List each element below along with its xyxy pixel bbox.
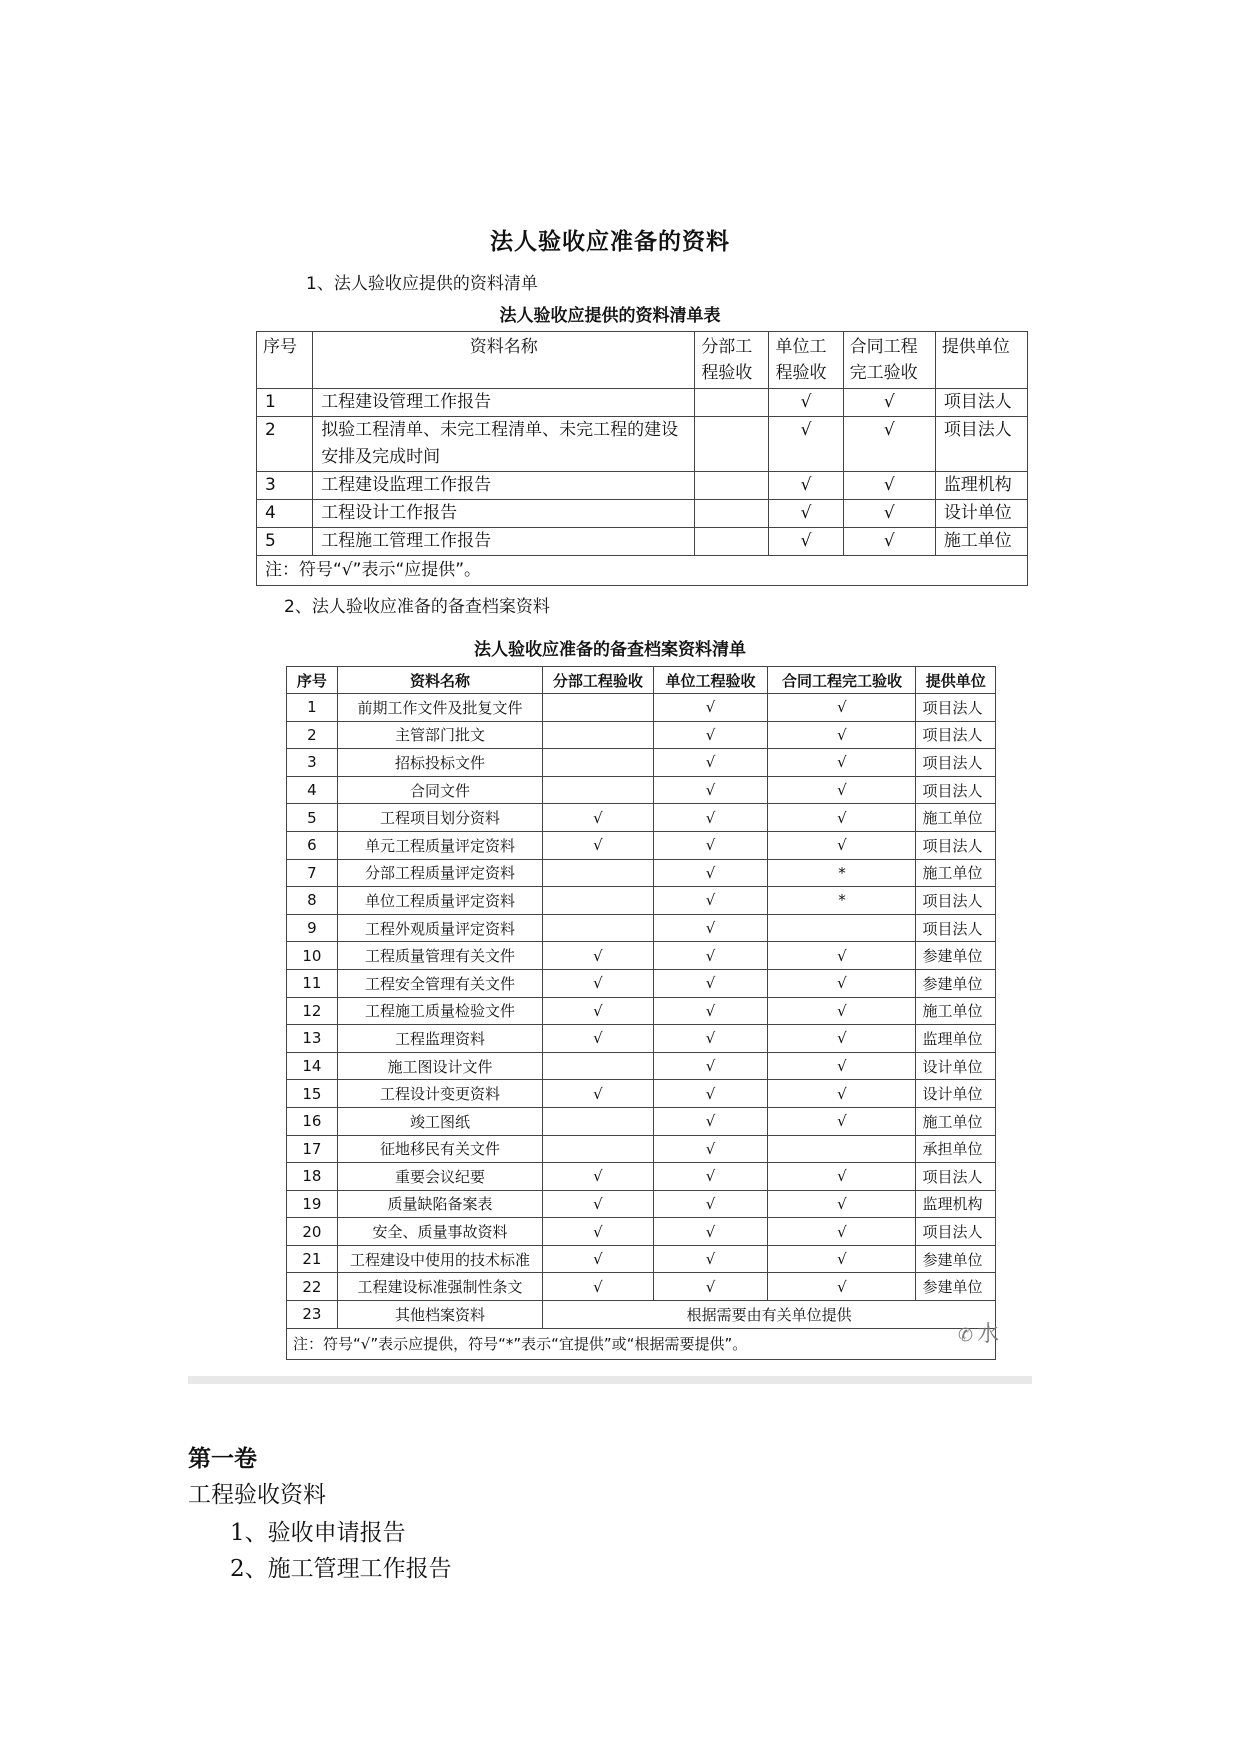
t2-cell-provider: 承担单位: [916, 1135, 996, 1163]
t2-row-21: [287, 1245, 996, 1273]
t1-col-division: 分部工程验收: [695, 332, 769, 389]
t2-cell-name: 单位工程质量评定资料: [337, 887, 542, 915]
t2-cell-contract: √: [768, 1245, 916, 1273]
t1-cell-name: 工程建设管理工作报告: [313, 389, 695, 417]
t2-cell-unit: √: [653, 1218, 768, 1246]
t1-cell-division: [695, 417, 769, 472]
watermark-text: 水: [977, 1322, 1000, 1347]
t2-cell-unit: √: [653, 942, 768, 970]
t2-cell-name: 质量缺陷备案表: [337, 1190, 542, 1218]
table1-note: 注：符号“√”表示“应提供”。: [257, 556, 1028, 586]
t2-cell-division: √: [543, 1218, 653, 1246]
t2-cell-contract: √: [768, 831, 916, 859]
t2-cell-contract: √: [768, 942, 916, 970]
t2-row-8: [287, 887, 996, 915]
t2-cell-no: 20: [287, 1218, 338, 1246]
t2-cell-contract: [768, 1135, 916, 1163]
t2-cell-name: 工程设计变更资料: [337, 1080, 542, 1108]
t2-cell-division: [543, 721, 653, 749]
wechat-icon: ✆: [958, 1325, 974, 1346]
t2-cell-name: 前期工作文件及批复文件: [337, 694, 542, 722]
t2-cell-provider: 施工单位: [916, 804, 996, 832]
table2-row-23: [287, 1301, 996, 1329]
t2-cell-name: 分部工程质量评定资料: [337, 859, 542, 887]
t2-cell-contract: √: [768, 1190, 916, 1218]
t2-row-16: [287, 1107, 996, 1135]
t2-cell-name: 竣工图纸: [337, 1107, 542, 1135]
t2-row-5: [287, 804, 996, 832]
table2-note: 注：符号“√”表示应提供，符号“*”表示“宜提供”或“根据需要提供”。: [287, 1328, 996, 1359]
t2-cell-no: 16: [287, 1107, 338, 1135]
t2-row-13: [287, 1025, 996, 1053]
t2-cell-unit: √: [653, 1190, 768, 1218]
t1-cell-name: 工程设计工作报告: [313, 500, 695, 528]
t1-row-3: [257, 472, 1028, 500]
t1-cell-unit: √: [769, 528, 843, 556]
t2-cell-name: 工程建设中使用的技术标准: [337, 1245, 542, 1273]
t2-cell-name: 招标投标文件: [337, 749, 542, 777]
t2-cell-no: 12: [287, 997, 338, 1025]
t2-cell-division: [543, 749, 653, 777]
t2-cell-unit: √: [653, 749, 768, 777]
t2-cell-provider: 参建单位: [916, 969, 996, 997]
table2-caption: 法人验收应准备的备查档案资料清单: [474, 640, 746, 660]
t2-cell-unit: √: [653, 831, 768, 859]
t1-cell-no: 2: [257, 417, 313, 472]
t2-cell-no: 17: [287, 1135, 338, 1163]
t1-row-5: [257, 528, 1028, 556]
t1-cell-provider: 施工单位: [935, 528, 1027, 556]
t2-cell-provider: 项目法人: [916, 776, 996, 804]
t2-cell-provider: 项目法人: [916, 831, 996, 859]
t2-cell-name: 工程外观质量评定资料: [337, 914, 542, 942]
t2-cell-no: 23: [287, 1301, 338, 1329]
t2-cell-name: 工程监理资料: [337, 1025, 542, 1053]
t1-cell-unit: √: [769, 472, 843, 500]
volume-subject: 工程验收资料: [188, 1482, 326, 1508]
t2-cell-no: 2: [287, 721, 338, 749]
t2-cell-division: √: [543, 1080, 653, 1108]
t1-col-contract: 合同工程完工验收: [843, 332, 935, 389]
t2-cell-contract: √: [768, 1107, 916, 1135]
table1-caption: 法人验收应提供的资料清单表: [499, 306, 721, 326]
t2-cell-contract: √: [768, 1025, 916, 1053]
t2-cell-provider: 参建单位: [916, 942, 996, 970]
t1-cell-no: 1: [257, 389, 313, 417]
t2-cell-unit: √: [653, 1080, 768, 1108]
t2-cell-provider: 项目法人: [916, 914, 996, 942]
t2-cell-unit: √: [653, 997, 768, 1025]
t2-cell-name: 施工图设计文件: [337, 1052, 542, 1080]
t2-cell-name: 征地移民有关文件: [337, 1135, 542, 1163]
t2-cell-name: 工程质量管理有关文件: [337, 942, 542, 970]
t2-cell-contract: √: [768, 1163, 916, 1191]
t2-cell-no: 21: [287, 1245, 338, 1273]
t2-row-2: [287, 721, 996, 749]
t2-cell-unit: √: [653, 914, 768, 942]
t2-cell-unit: √: [653, 1052, 768, 1080]
t1-row-1: [257, 389, 1028, 417]
t2-cell-division: [543, 1107, 653, 1135]
t2-cell-name: 合同文件: [337, 776, 542, 804]
t2-cell-division: [543, 887, 653, 915]
watermark: [958, 1317, 999, 1348]
t2-row-3: [287, 749, 996, 777]
scan-bottom-border: [188, 1376, 1032, 1384]
t2-cell-provider: 设计单位: [916, 1052, 996, 1080]
t2-cell-division: [543, 1135, 653, 1163]
t2-cell-provider: 项目法人: [916, 721, 996, 749]
t1-row-2: [257, 417, 1028, 472]
t1-cell-name: 拟验工程清单、未完工程清单、未完工程的建设安排及完成时间: [313, 417, 695, 472]
t2-cell-unit: √: [653, 1025, 768, 1053]
t2-cell-no: 1: [287, 694, 338, 722]
t1-cell-no: 4: [257, 500, 313, 528]
t2-cell-unit: √: [653, 969, 768, 997]
t2-cell-no: 6: [287, 831, 338, 859]
t2-cell-division: [543, 859, 653, 887]
t1-cell-no: 3: [257, 472, 313, 500]
t2-cell-merged: 根据需要由有关单位提供: [543, 1301, 996, 1329]
t2-cell-name: 工程施工质量检验文件: [337, 997, 542, 1025]
t1-cell-contract: √: [843, 528, 935, 556]
t2-cell-contract: √: [768, 1080, 916, 1108]
t2-cell-unit: √: [653, 1273, 768, 1301]
t2-cell-provider: 监理机构: [916, 1190, 996, 1218]
t2-cell-contract: √: [768, 721, 916, 749]
t2-row-1: [287, 694, 996, 722]
t1-cell-division: [695, 500, 769, 528]
t2-cell-provider: 项目法人: [916, 1163, 996, 1191]
document-title: 法人验收应准备的资料: [490, 229, 730, 255]
t2-cell-name: 工程建设标准强制性条文: [337, 1273, 542, 1301]
t2-cell-contract: √: [768, 694, 916, 722]
t2-cell-unit: √: [653, 1135, 768, 1163]
table1-note-row: [257, 556, 1028, 586]
t2-cell-division: √: [543, 1273, 653, 1301]
t2-row-15: [287, 1080, 996, 1108]
t1-cell-provider: 项目法人: [935, 417, 1027, 472]
t2-cell-no: 18: [287, 1163, 338, 1191]
t2-cell-no: 8: [287, 887, 338, 915]
t2-col-division: 分部工程验收: [543, 667, 653, 694]
t2-cell-division: [543, 1052, 653, 1080]
t2-cell-division: √: [543, 1163, 653, 1191]
t2-cell-division: √: [543, 997, 653, 1025]
t1-cell-contract: √: [843, 417, 935, 472]
t1-cell-provider: 项目法人: [935, 389, 1027, 417]
t2-row-4: [287, 776, 996, 804]
t2-cell-no: 4: [287, 776, 338, 804]
t2-cell-provider: 项目法人: [916, 749, 996, 777]
t2-cell-contract: √: [768, 1052, 916, 1080]
t2-cell-unit: √: [653, 1245, 768, 1273]
table1: [256, 331, 1028, 586]
t2-cell-contract: √: [768, 804, 916, 832]
t2-cell-provider: 施工单位: [916, 997, 996, 1025]
t2-cell-unit: √: [653, 694, 768, 722]
t1-cell-no: 5: [257, 528, 313, 556]
t2-cell-contract: √: [768, 997, 916, 1025]
t2-row-11: [287, 969, 996, 997]
t2-cell-unit: √: [653, 776, 768, 804]
t1-cell-provider: 监理机构: [935, 472, 1027, 500]
t2-cell-provider: 项目法人: [916, 1218, 996, 1246]
t2-row-18: [287, 1163, 996, 1191]
t2-cell-division: √: [543, 969, 653, 997]
t2-cell-provider: 项目法人: [916, 694, 996, 722]
t2-row-17: [287, 1135, 996, 1163]
t1-cell-contract: √: [843, 500, 935, 528]
t2-cell-provider: 参建单位: [916, 1273, 996, 1301]
section1-heading: 1、法人验收应提供的资料清单: [306, 274, 538, 294]
t2-cell-contract: *: [768, 887, 916, 915]
t2-cell-no: 10: [287, 942, 338, 970]
t2-cell-no: 13: [287, 1025, 338, 1053]
t2-cell-unit: √: [653, 1107, 768, 1135]
t2-cell-no: 11: [287, 969, 338, 997]
t1-row-4: [257, 500, 1028, 528]
t2-cell-contract: [768, 914, 916, 942]
t2-cell-division: [543, 914, 653, 942]
t2-col-contract: 合同工程完工验收: [768, 667, 916, 694]
t1-cell-name: 工程建设监理工作报告: [313, 472, 695, 500]
t2-cell-division: [543, 694, 653, 722]
t2-cell-contract: √: [768, 749, 916, 777]
t2-cell-provider: 施工单位: [916, 859, 996, 887]
t2-cell-name: 单元工程质量评定资料: [337, 831, 542, 859]
t2-cell-provider: 设计单位: [916, 1080, 996, 1108]
t2-cell-name: 重要会议纪要: [337, 1163, 542, 1191]
t2-col-unit: 单位工程验收: [653, 667, 768, 694]
table2: [286, 666, 996, 1360]
t2-cell-division: √: [543, 1025, 653, 1053]
t2-cell-contract: √: [768, 1218, 916, 1246]
t2-cell-unit: √: [653, 887, 768, 915]
t1-cell-division: [695, 472, 769, 500]
t2-cell-no: 19: [287, 1190, 338, 1218]
t2-row-20: [287, 1218, 996, 1246]
t2-cell-contract: *: [768, 859, 916, 887]
t1-col-name: 资料名称: [313, 332, 695, 389]
t2-row-14: [287, 1052, 996, 1080]
t2-cell-provider: 施工单位: [916, 1107, 996, 1135]
table1-header-row: [257, 332, 1028, 389]
t2-row-9: [287, 914, 996, 942]
t2-cell-name: 主管部门批文: [337, 721, 542, 749]
t2-cell-name: 其他档案资料: [337, 1301, 542, 1329]
t1-col-no: 序号: [257, 332, 313, 389]
t1-cell-contract: √: [843, 472, 935, 500]
scanned-document-image: [188, 205, 1032, 1382]
t2-row-19: [287, 1190, 996, 1218]
t2-cell-name: 安全、质量事故资料: [337, 1218, 542, 1246]
t1-cell-division: [695, 528, 769, 556]
t2-cell-contract: √: [768, 969, 916, 997]
t2-cell-name: 工程安全管理有关文件: [337, 969, 542, 997]
t2-col-name: 资料名称: [337, 667, 542, 694]
t2-cell-division: √: [543, 1190, 653, 1218]
table2-header-row: [287, 667, 996, 694]
t1-col-unit: 单位工程验收: [769, 332, 843, 389]
t1-cell-name: 工程施工管理工作报告: [313, 528, 695, 556]
t2-cell-no: 14: [287, 1052, 338, 1080]
t2-row-22: [287, 1273, 996, 1301]
t1-cell-contract: √: [843, 389, 935, 417]
table2-note-row: [287, 1328, 996, 1359]
t1-cell-unit: √: [769, 417, 843, 472]
t2-col-no: 序号: [287, 667, 338, 694]
t2-cell-division: √: [543, 942, 653, 970]
t2-cell-no: 3: [287, 749, 338, 777]
volume-item-1: 1、验收申请报告: [230, 1520, 406, 1546]
t2-cell-unit: √: [653, 1163, 768, 1191]
t2-cell-unit: √: [653, 859, 768, 887]
t2-cell-no: 5: [287, 804, 338, 832]
t2-row-12: [287, 997, 996, 1025]
t2-cell-unit: √: [653, 721, 768, 749]
t2-cell-division: √: [543, 804, 653, 832]
t2-cell-division: √: [543, 1245, 653, 1273]
t2-cell-provider: 参建单位: [916, 1245, 996, 1273]
t2-cell-no: 9: [287, 914, 338, 942]
t2-col-provider: 提供单位: [916, 667, 996, 694]
t2-cell-provider: 监理单位: [916, 1025, 996, 1053]
t1-cell-unit: √: [769, 389, 843, 417]
t2-row-10: [287, 942, 996, 970]
t2-cell-division: [543, 776, 653, 804]
t2-cell-no: 7: [287, 859, 338, 887]
t2-row-6: [287, 831, 996, 859]
volume-item-2: 2、施工管理工作报告: [230, 1556, 452, 1582]
t2-cell-contract: √: [768, 1273, 916, 1301]
volume-title: 第一卷: [188, 1445, 257, 1472]
t2-cell-unit: √: [653, 804, 768, 832]
t2-cell-no: 22: [287, 1273, 338, 1301]
t2-cell-division: √: [543, 831, 653, 859]
t1-cell-unit: √: [769, 500, 843, 528]
t2-cell-contract: √: [768, 776, 916, 804]
t2-cell-no: 15: [287, 1080, 338, 1108]
t2-cell-provider: 项目法人: [916, 887, 996, 915]
t1-col-provider: 提供单位: [935, 332, 1027, 389]
t1-cell-division: [695, 389, 769, 417]
t2-cell-name: 工程项目划分资料: [337, 804, 542, 832]
t2-row-7: [287, 859, 996, 887]
section2-heading: 2、法人验收应准备的备查档案资料: [284, 597, 550, 617]
t1-cell-provider: 设计单位: [935, 500, 1027, 528]
